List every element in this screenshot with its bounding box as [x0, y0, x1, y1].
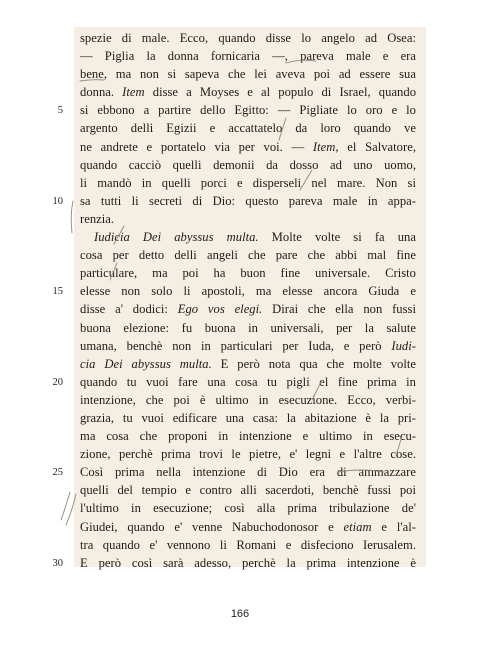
text-run: disse a' dodici:: [80, 302, 178, 317]
text-line: [80, 156, 416, 174]
text-run: tra quando e' vennono li Romani e disfeciono Ierusalem.: [80, 537, 416, 552]
text-line: [80, 47, 416, 65]
line-number: 5: [57, 105, 63, 117]
line-number: 10: [52, 195, 63, 207]
text-line: [80, 554, 416, 572]
text-run: quando tu vuoi fare una cosa tu pigli el fine prima in: [80, 374, 416, 389]
text-run: elesse non solo li apostoli, ma elesse ancora Giuda e: [80, 284, 416, 299]
italic-run: Item: [122, 85, 145, 100]
text-line: [80, 337, 416, 355]
text-run: sa tutti li secreti di Dio: questo pareva male in appa-: [80, 193, 416, 208]
text-run: intenzione, che poi è ultimo in esecuzione. Ecco, verbi-: [80, 392, 416, 407]
body-text: [80, 29, 416, 572]
text-run: buona elezione: fu buona in universali, per la salute: [80, 320, 416, 335]
text-line: [80, 536, 416, 554]
text-line: [80, 499, 416, 517]
text-run: e l'al-: [371, 519, 416, 534]
text-line: [80, 445, 416, 463]
text-run: Così prima nella intenzione di Dio era di ammazzare: [80, 465, 416, 480]
text-line: [80, 282, 416, 300]
text-run: l'ultimo in esecuzione; così alla prima tribulazione de': [80, 501, 416, 516]
pencil-margin-bracket-top: [71, 201, 73, 233]
text-line: [80, 319, 416, 337]
text-run: quelli del tempio e contro alli sacerdoti, benchè fussi poi: [80, 483, 416, 498]
italic-run: cia Dei abyssus multa.: [80, 356, 212, 371]
line-number: 15: [52, 286, 63, 298]
text-run: donna.: [80, 85, 123, 100]
text-run: disse a Moyses e al populo di Israel, quando: [144, 85, 417, 100]
text-line: [80, 119, 416, 137]
text-run: Dirai che ella non fussi: [262, 302, 416, 317]
text-line: [80, 210, 416, 228]
text-line: [80, 391, 416, 409]
page-number: 166: [230, 608, 250, 620]
line-number: 25: [52, 467, 63, 479]
text-run: bene, ma non si sapeva che lei aveva poi ad essere sua: [80, 67, 416, 82]
italic-run: Iudicia Dei abyssus multa.: [94, 230, 259, 245]
text-line: [80, 518, 416, 536]
text-line: [80, 246, 416, 264]
italic-run: Iudi-: [391, 338, 416, 353]
text-line: [80, 409, 416, 427]
text-line: [80, 174, 416, 192]
text-run: grazia, tu vuoi edificare una casa: la abitazione è la pri-: [80, 410, 416, 425]
text-line: [80, 264, 416, 282]
text-run: renzia.: [80, 211, 115, 226]
text-run: zione, perchè prima trovi le pietre, e' legni e l'altre cose.: [80, 447, 416, 462]
italic-run: Item,: [312, 139, 339, 154]
text-run: — Piglia la donna fornicaria —, pareva male e era: [80, 49, 416, 64]
text-run: umana, benchè non in particulari per Iuda, e però: [80, 338, 392, 353]
text-run: E però nota qua che molte volte: [211, 356, 416, 371]
text-run: ma cosa che proponi in intenzione e ultimo in esecu-: [80, 429, 416, 444]
text-run: Molte volte si fa una: [258, 230, 416, 245]
text-line: [80, 300, 416, 318]
text-line: [80, 138, 416, 156]
text-run: quando cacciò quelli demonii da dosso ad uno uomo,: [80, 157, 416, 172]
text-line: [80, 373, 416, 391]
italic-run: etiam: [343, 519, 372, 534]
text-run: spezie di male. Ecco, quando disse lo angelo ad Osea:: [80, 31, 416, 45]
text-run: ne andrete e portatelo via per voi. —: [80, 139, 313, 154]
text-line: [80, 355, 416, 373]
text-run: argento delli Egizii e accattatelo da loro quando ve: [80, 121, 416, 136]
text-line: [80, 228, 416, 246]
text-line: [80, 83, 416, 101]
text-run: particulare, ma poi ha buon fine universale. Cristo: [80, 266, 416, 281]
line-number: 30: [52, 557, 63, 569]
text-line: [80, 101, 416, 119]
text-run: si ebbono a partire dello Egitto: — Pigliate lo oro e lo: [80, 103, 416, 118]
text-line: [80, 192, 416, 210]
text-line: [80, 427, 416, 445]
text-run: E però così sarà adesso, perchè la prima intenzione è: [80, 555, 416, 570]
italic-run: Ego vos elegi.: [177, 302, 263, 317]
text-run: Giudei, quando e' venne Nabuchodonosor e: [80, 519, 344, 534]
text-run: cosa per detto delli angeli che pare che abbi mal fine: [80, 248, 416, 263]
text-line: [80, 481, 416, 499]
pencil-margin-mark-a: [61, 492, 70, 520]
line-number: 20: [52, 376, 63, 388]
text-line: [80, 29, 416, 47]
text-run: el Salvatore,: [338, 139, 416, 154]
text-run: li mandò in quelli porci e disperseli nel mare. Non si: [80, 175, 416, 190]
text-line: [80, 463, 416, 481]
text-line: [80, 65, 416, 83]
